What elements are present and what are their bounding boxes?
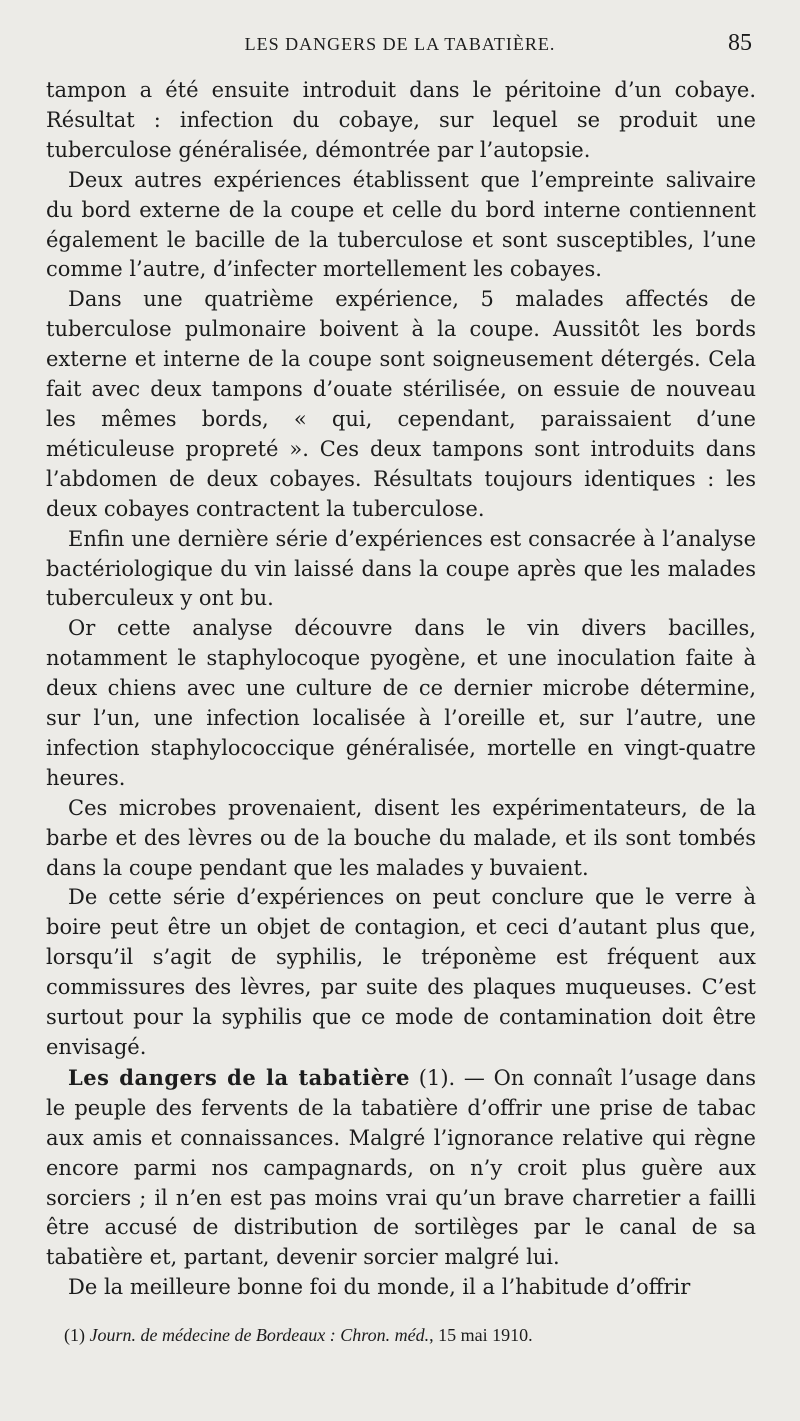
paragraph: Or cette analyse découvre dans le vin divers bacilles, notamment le staphylocoque pyogène, et une inoculation faite à deux chiens avec une culture de ce dernier microbe détermine, sur l’un, une infection localisée à l’oreille et, sur l’autre, une infection staphylococcique généralisée, mortelle en vingt-quatre heures. — [46, 616, 756, 790]
section-lead-text: — On connaît l’usage dans le peuple des fervents de la tabatière d’offrir une prise de tabac aux amis et connaissances. Malgré l’ignorance relative qui règne encore parmi nos campagnards, on n’y croit plus guère aux sorciers ; il n’en est pas moins vrai qu’un brave charretier a failli être accusé de distribution de sortilèges par le canal de sa tabatière et, partant, devenir sorcier malgré lui. — [46, 1065, 756, 1270]
page-header — [48, 30, 752, 64]
footnote-date: , 15 mai 1910. — [429, 1325, 533, 1345]
footnote-reference: (1). — [410, 1065, 456, 1090]
running-title: LES DANGERS DE LA TABATIÈRE. — [244, 34, 556, 54]
paragraph: De la meilleure bonne foi du monde, il a l’habitude d’offrir — [68, 1275, 691, 1300]
paragraph: De cette série d’expériences on peut conclure que le verre à boire peut être un objet de contagion, et ceci d’autant plus que, lorsqu’il s’agit de syphilis, le tréponème est fréquent aux commissures des lèvres, par suite des plaques muqueuses. C’est surtout pour la syphilis que ce mode de contamination doit être envisagé. — [46, 885, 756, 1059]
paragraph: Dans une quatrième expérience, 5 malades affectés de tuberculose pulmonaire boivent à la coupe. Aussitôt les bords externe et interne de la coupe sont soigneusement détergés. Cela fait avec deux tampons d’ouate stérilisée, on essuie de nouveau les mêmes bords, « qui, cependant, paraissaient d’une méticuleuse propreté ». Ces deux tampons sont introduits dans l’abdomen de deux cobayes. Résultats toujours identiques : les deux cobayes contractent la tuberculose. — [46, 287, 756, 521]
footnote-marker: (1) — [64, 1325, 90, 1345]
footnote — [64, 1323, 764, 1347]
page-number: 85 — [728, 30, 752, 56]
paragraph: Enfin une dernière série d’expériences est consacrée à l’analyse bactériologique du vin laissé dans la coupe après que les malades tuberculeux y ont bu. — [46, 526, 756, 611]
paragraph: Ces microbes provenaient, disent les expérimentateurs, de la barbe et des lèvres ou de la bouche du malade, et ils sont tombés dans la coupe pendant que les malades y buvaient. — [46, 795, 756, 880]
footnote-journal: Journ. de médecine de Bordeaux : Chron. méd. — [89, 1325, 430, 1345]
paragraph: Deux autres expériences établissent que l’empreinte salivaire du bord externe de la coupe et celle du bord interne contiennent également le bacille de la tuberculose et sont susceptibles, l’une comme l’autre, d’infecter mortellement les cobayes. — [46, 167, 756, 282]
paragraph-continued: tampon a été ensuite introduit dans le péritoine d’un cobaye. Résultat : infection du cobaye, sur lequel se produit une tuberculose généralisée, démontrée par l’autopsie. — [46, 78, 756, 162]
body-text — [46, 76, 756, 1303]
section-title: Les dangers de la tabatière — [68, 1064, 411, 1090]
section-paragraph — [46, 1063, 756, 1273]
